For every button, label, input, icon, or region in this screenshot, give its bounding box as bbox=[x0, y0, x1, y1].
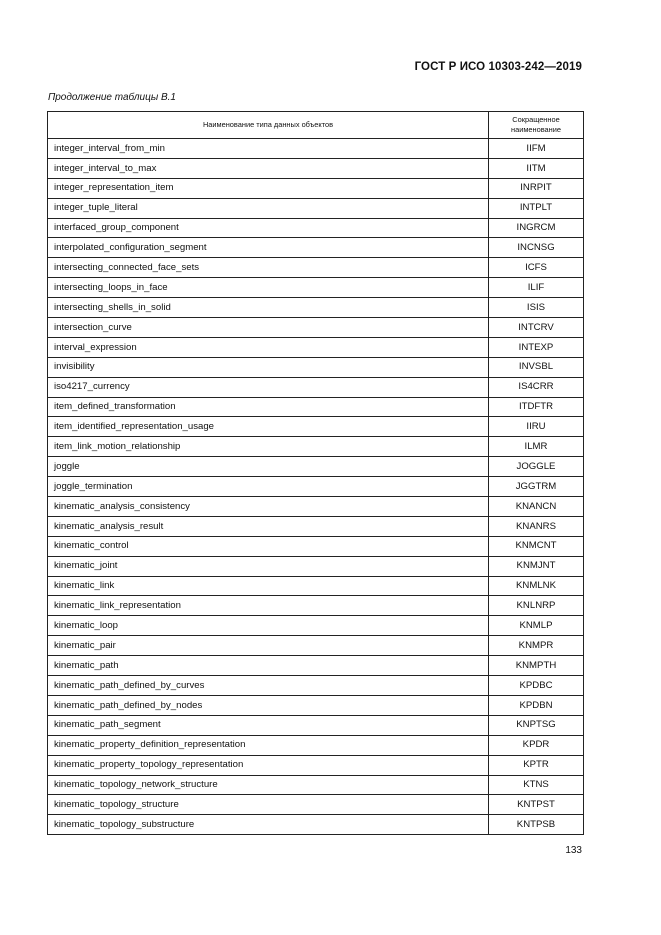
table-caption: Продолжение таблицы В.1 bbox=[48, 92, 176, 103]
column-header-abbr-line1: Сокращенное bbox=[512, 115, 560, 125]
document-standard-header: ГОСТ Р ИСО 10303-242—2019 bbox=[414, 61, 582, 73]
short-name-cell: JOGGLE bbox=[489, 457, 584, 477]
table-row bbox=[48, 437, 584, 457]
short-name-cell: KPDBN bbox=[489, 695, 584, 715]
entity-name-cell: interval_expression bbox=[48, 337, 489, 357]
entity-name-cell: kinematic_analysis_consistency bbox=[48, 497, 489, 517]
entity-name-cell: iso4217_currency bbox=[48, 377, 489, 397]
entity-name-cell: kinematic_pair bbox=[48, 636, 489, 656]
table-row bbox=[48, 735, 584, 755]
table-row bbox=[48, 755, 584, 775]
entity-name-cell: item_identified_representation_usage bbox=[48, 417, 489, 437]
entity-name-cell: intersection_curve bbox=[48, 318, 489, 338]
table-row bbox=[48, 198, 584, 218]
table-row bbox=[48, 258, 584, 278]
short-name-cell: ILIF bbox=[489, 278, 584, 298]
table-row bbox=[48, 278, 584, 298]
table-body bbox=[48, 139, 584, 835]
table-row bbox=[48, 815, 584, 835]
table-row bbox=[48, 477, 584, 497]
short-name-cell: INTCRV bbox=[489, 318, 584, 338]
table-header-row bbox=[48, 112, 584, 139]
entity-name-cell: kinematic_topology_network_structure bbox=[48, 775, 489, 795]
short-name-cell: ISIS bbox=[489, 298, 584, 318]
entity-name-cell: joggle bbox=[48, 457, 489, 477]
short-name-cell: JGGTRM bbox=[489, 477, 584, 497]
table-row bbox=[48, 238, 584, 258]
entity-name-cell: joggle_termination bbox=[48, 477, 489, 497]
table-row bbox=[48, 298, 584, 318]
table-row bbox=[48, 576, 584, 596]
table-row bbox=[48, 457, 584, 477]
table-row bbox=[48, 337, 584, 357]
table-row bbox=[48, 656, 584, 676]
short-name-cell: ICFS bbox=[489, 258, 584, 278]
column-header-abbr bbox=[489, 112, 584, 139]
short-name-cell: ITDFTR bbox=[489, 397, 584, 417]
table-row bbox=[48, 178, 584, 198]
entity-name-cell: item_defined_transformation bbox=[48, 397, 489, 417]
short-name-cell: IIFM bbox=[489, 139, 584, 159]
short-name-cell: KNPTSG bbox=[489, 715, 584, 735]
column-header-abbr-line2: наименование bbox=[511, 125, 561, 134]
entity-name-cell: kinematic_loop bbox=[48, 616, 489, 636]
table-row bbox=[48, 596, 584, 616]
entity-name-cell: kinematic_control bbox=[48, 536, 489, 556]
entity-name-cell: intersecting_shells_in_solid bbox=[48, 298, 489, 318]
short-name-cell: INTEXP bbox=[489, 337, 584, 357]
short-name-cell: INRPIT bbox=[489, 178, 584, 198]
entity-name-cell: integer_representation_item bbox=[48, 178, 489, 198]
table-row bbox=[48, 775, 584, 795]
short-name-cell: KNTPST bbox=[489, 795, 584, 815]
table-row bbox=[48, 516, 584, 536]
short-name-cell: ILMR bbox=[489, 437, 584, 457]
entity-name-cell: interfaced_group_component bbox=[48, 218, 489, 238]
entity-name-cell: invisibility bbox=[48, 357, 489, 377]
short-name-cell: INVSBL bbox=[489, 357, 584, 377]
short-name-cell: KTNS bbox=[489, 775, 584, 795]
short-name-cell: KPDBC bbox=[489, 676, 584, 696]
short-name-cell: KPTR bbox=[489, 755, 584, 775]
entity-name-cell: kinematic_path_defined_by_nodes bbox=[48, 695, 489, 715]
short-name-cell: IITM bbox=[489, 158, 584, 178]
entity-name-cell: integer_interval_from_min bbox=[48, 139, 489, 159]
table-row bbox=[48, 715, 584, 735]
entity-name-cell: integer_interval_to_max bbox=[48, 158, 489, 178]
entity-name-cell: kinematic_path_segment bbox=[48, 715, 489, 735]
table-row bbox=[48, 616, 584, 636]
short-name-cell: INTPLT bbox=[489, 198, 584, 218]
data-types-table bbox=[47, 111, 584, 835]
column-header-name: Наименование типа данных объектов bbox=[48, 112, 489, 139]
table-row bbox=[48, 397, 584, 417]
short-name-cell: KNANRS bbox=[489, 516, 584, 536]
entity-name-cell: kinematic_link_representation bbox=[48, 596, 489, 616]
entity-name-cell: intersecting_connected_face_sets bbox=[48, 258, 489, 278]
short-name-cell: IIRU bbox=[489, 417, 584, 437]
entity-name-cell: intersecting_loops_in_face bbox=[48, 278, 489, 298]
entity-name-cell: kinematic_analysis_result bbox=[48, 516, 489, 536]
entity-name-cell: kinematic_topology_substructure bbox=[48, 815, 489, 835]
short-name-cell: KNMPR bbox=[489, 636, 584, 656]
table-row bbox=[48, 318, 584, 338]
short-name-cell: KNMJNT bbox=[489, 556, 584, 576]
entity-name-cell: interpolated_configuration_segment bbox=[48, 238, 489, 258]
entity-name-cell: integer_tuple_literal bbox=[48, 198, 489, 218]
short-name-cell: KPDR bbox=[489, 735, 584, 755]
short-name-cell: INCNSG bbox=[489, 238, 584, 258]
short-name-cell: KNLNRP bbox=[489, 596, 584, 616]
short-name-cell: KNANCN bbox=[489, 497, 584, 517]
table-row bbox=[48, 357, 584, 377]
table-row bbox=[48, 536, 584, 556]
entity-name-cell: kinematic_path bbox=[48, 656, 489, 676]
entity-name-cell: kinematic_link bbox=[48, 576, 489, 596]
table-row bbox=[48, 417, 584, 437]
table-row bbox=[48, 556, 584, 576]
short-name-cell: KNMLNK bbox=[489, 576, 584, 596]
entity-name-cell: kinematic_property_definition_representation bbox=[48, 735, 489, 755]
short-name-cell: KNMLP bbox=[489, 616, 584, 636]
entity-name-cell: kinematic_joint bbox=[48, 556, 489, 576]
short-name-cell: KNMPTH bbox=[489, 656, 584, 676]
short-name-cell: INGRCM bbox=[489, 218, 584, 238]
entity-name-cell: item_link_motion_relationship bbox=[48, 437, 489, 457]
table-row bbox=[48, 795, 584, 815]
entity-name-cell: kinematic_topology_structure bbox=[48, 795, 489, 815]
table-row bbox=[48, 158, 584, 178]
short-name-cell: IS4CRR bbox=[489, 377, 584, 397]
short-name-cell: KNMCNT bbox=[489, 536, 584, 556]
table-row bbox=[48, 497, 584, 517]
short-name-cell: KNTPSB bbox=[489, 815, 584, 835]
table-row bbox=[48, 636, 584, 656]
entity-name-cell: kinematic_property_topology_representation bbox=[48, 755, 489, 775]
entity-name-cell: kinematic_path_defined_by_curves bbox=[48, 676, 489, 696]
table-row bbox=[48, 218, 584, 238]
table-row bbox=[48, 676, 584, 696]
page-number: 133 bbox=[565, 845, 582, 856]
table-row bbox=[48, 695, 584, 715]
table-row bbox=[48, 377, 584, 397]
table-row bbox=[48, 139, 584, 159]
